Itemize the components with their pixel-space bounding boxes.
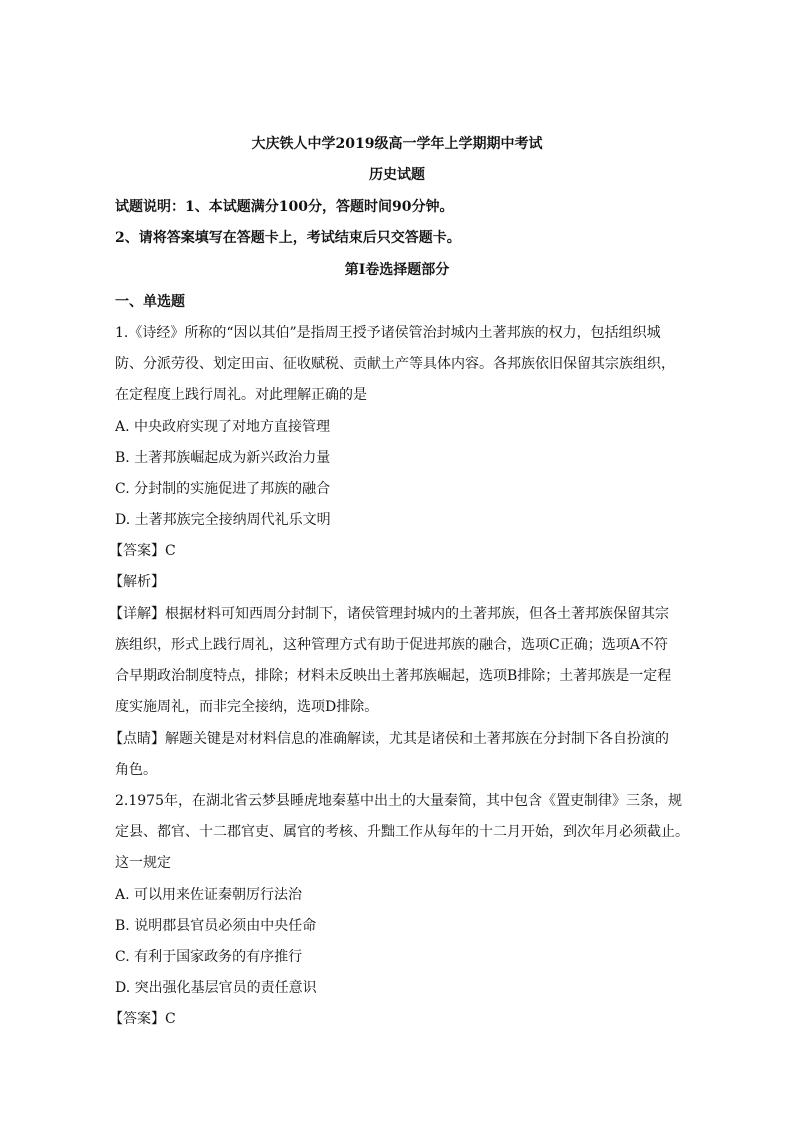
q2-option-a: A. 可以用来佐证秦朝厉行法治 [115, 887, 303, 903]
q1-option-c: C. 分封制的实施促进了邦族的融合 [115, 481, 331, 497]
q2-stem-line: 定县、都官、十二郡官吏、属官的考核、升黜工作从每年的十二月开始，到次年月必须截止。 [115, 824, 689, 840]
q1-detail-line: 【详解】根据材料可知西周分封制下，诸侯管理封城内的土著邦族，但各土著邦族保留其宗 [109, 606, 669, 622]
q1-detail-line: 族组织，形式上践行周礼，这种管理方式有助于促进邦族的融合，选项C正确；选项A不符 [115, 637, 668, 653]
q1-option-a: A. 中央政府实现了对地方直接管理 [115, 419, 331, 435]
section-title: 一、单选题 [115, 294, 185, 310]
part-title: 第Ⅰ卷选择题部分 [344, 262, 450, 278]
q2-stem-line: 这一规定 [115, 855, 171, 871]
q1-option-b: B. 土著邦族崛起成为新兴政治力量 [115, 450, 331, 466]
exam-title: 大庆铁人中学2019级高一学年上学期期中考试 [251, 136, 543, 152]
q1-analysis-label: 【解析】 [109, 574, 165, 590]
q1-detail-line: 合早期政治制度特点，排除；材料未反映出土著邦族崛起，选项B排除；土著邦族是一定程 [115, 668, 672, 684]
q2-option-c: C. 有利于国家政务的有序推行 [115, 949, 303, 965]
q1-answer: 【答案】C [109, 543, 176, 559]
q2-option-d: D. 突出强化基层官员的责任意识 [115, 980, 317, 996]
q1-tip-line: 【点睛】解题关键是对材料信息的准确解读，尤其是诸侯和土著邦族在分封制下各自扮演的 [109, 731, 669, 747]
q1-option-d: D. 土著邦族完全接纳周代礼乐文明 [115, 512, 331, 528]
q1-tip-line: 角色。 [115, 762, 157, 778]
q1-detail-line: 度实施周礼，而非完全接纳，选项D排除。 [115, 699, 379, 715]
q2-stem-line: 2.1975年，在湖北省云梦县睡虎地秦墓中出土的大量秦简，其中包含《置吏制律》三条，规 [115, 793, 682, 809]
q1-stem-line: 在定程度上践行周礼。对此理解正确的是 [115, 387, 367, 403]
subject-title: 历史试题 [369, 167, 425, 183]
instruction-line-2: 2、请将答案填写在答题卡上，考试结束后只交答题卡。 [115, 230, 461, 246]
q1-stem-line: 1.《诗经》所称的“因以其伯”是指周王授予诸侯管治封城内土著邦族的权力，包括组织城 [115, 325, 661, 341]
q2-answer: 【答案】C [109, 1011, 176, 1027]
q1-stem-line: 防、分派劳役、划定田亩、征收赋税、贡献土产等具体内容。各邦族依旧保留其宗族组织， [115, 356, 675, 372]
q2-option-b: B. 说明郡县官员必须由中央任命 [115, 918, 317, 934]
instruction-line-1: 试题说明：1、本试题满分100分，答题时间90分钟。 [115, 199, 454, 215]
